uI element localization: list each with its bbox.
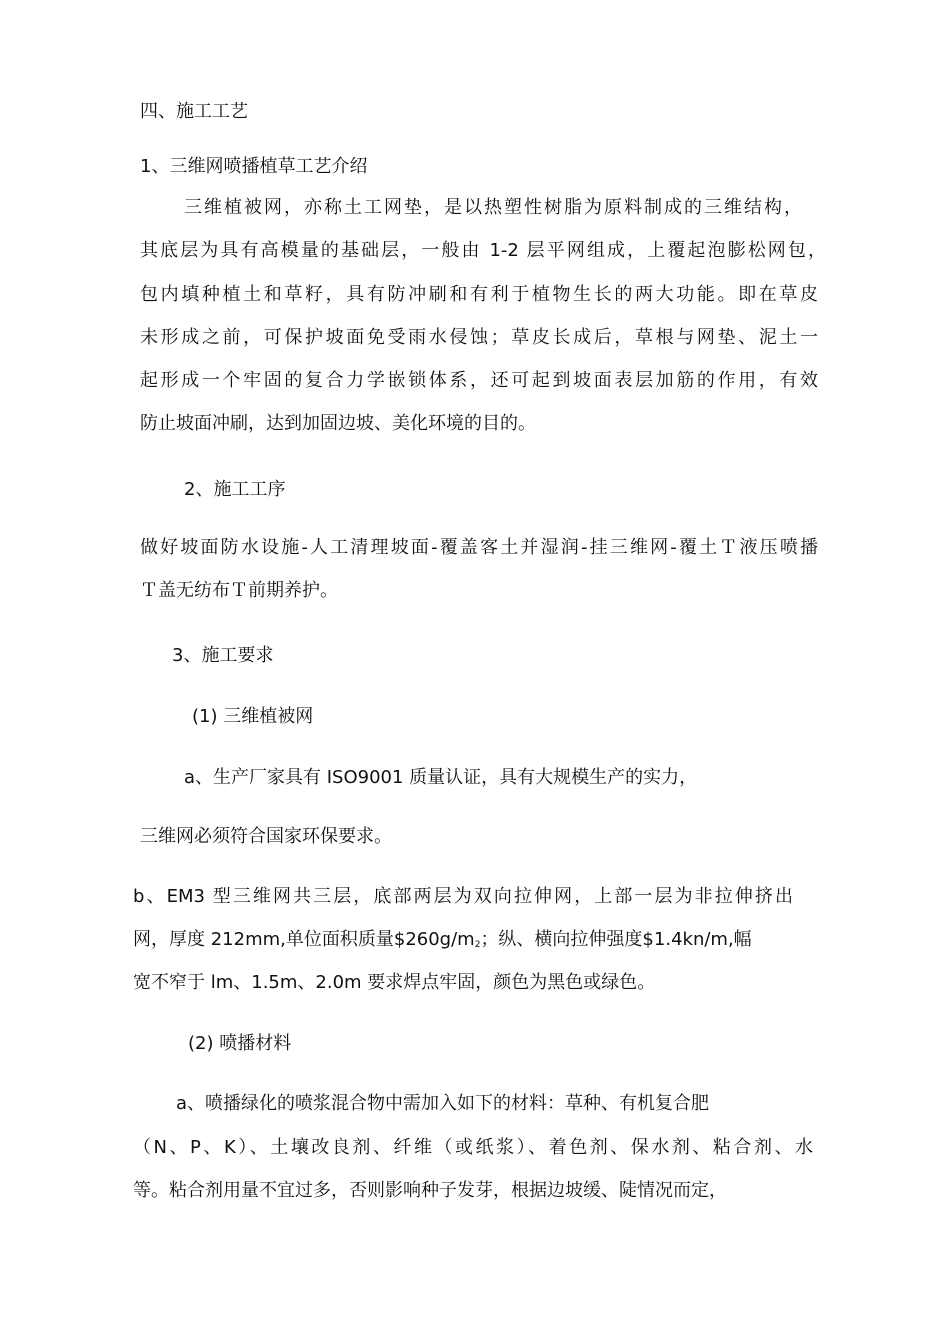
paragraph-line: 防止坡面冲刷，达到加固边坡、美化环境的目的。 bbox=[140, 413, 536, 434]
section-title: 四、施工工艺 bbox=[140, 101, 248, 122]
paragraph-line: 做好坡面防水设施-人工清理坡面-覆盖客土并湿润-挂三维网-覆土Ｔ液压喷播 bbox=[140, 537, 818, 558]
paragraph-line bbox=[133, 928, 752, 957]
paragraph-line: Ｔ盖无纺布Ｔ前期养护。 bbox=[140, 580, 338, 601]
paragraph-line: 等。粘合剂用量不宜过多，否则影响种子发芽，根据边坡缓、陡情况而定， bbox=[133, 1180, 727, 1201]
text-run: ；纵、横向拉伸强度$1.4kn/m,幅 bbox=[480, 929, 752, 950]
paragraph-line: b、EM3 型三维网共三层，底部两层为双向拉伸网，上部一层为非拉伸挤出 bbox=[133, 886, 793, 907]
heading-2: 2、施工工序 bbox=[184, 479, 286, 500]
paragraph-line: 未形成之前，可保护坡面免受雨水侵蚀；草皮长成后，草根与网垫、泥土一 bbox=[140, 327, 818, 348]
paragraph-line: 三维网必须符合国家环保要求。 bbox=[140, 826, 392, 847]
sub-heading-1: (1) 三维植被网 bbox=[192, 706, 314, 727]
text-run: 网，厚度 212mm,单位面积质量$260g/m bbox=[133, 929, 475, 950]
paragraph-line: a、生产厂家具有 ISO9001 质量认证，具有大规模生产的实力， bbox=[184, 767, 698, 788]
paragraph-line: 其底层为具有高模量的基础层，一般由 1-2 层平网组成，上覆起泡膨松网包， bbox=[140, 240, 826, 261]
heading-1: 1、三维网喷播植草工艺介绍 bbox=[140, 156, 368, 177]
heading-3: 3、施工要求 bbox=[172, 645, 274, 666]
paragraph-line: 宽不窄于 lm、1.5m、2.0m 要求焊点牢固，颜色为黑色或绿色。 bbox=[133, 972, 656, 993]
paragraph-line: 包内填种植土和草籽，具有防冲刷和有利于植物生长的两大功能。即在草皮 bbox=[140, 284, 818, 305]
paragraph-line: a、喷播绿化的喷浆混合物中需加入如下的材料：草种、有机复合肥 bbox=[176, 1093, 710, 1114]
sub-heading-2: (2) 喷播材料 bbox=[188, 1033, 292, 1054]
paragraph-line: 起形成一个牢固的复合力学嵌锁体系，还可起到坡面表层加筋的作用，有效 bbox=[140, 370, 818, 391]
subscript: 2 bbox=[474, 940, 481, 950]
paragraph-line: 三维植被网，亦称土工网垫，是以热塑性树脂为原料制成的三维结构， bbox=[184, 197, 802, 218]
paragraph-line: （N、P、K）、土壤改良剂、纤维（或纸浆）、着色剂、保水剂、粘合剂、水 bbox=[133, 1137, 813, 1158]
